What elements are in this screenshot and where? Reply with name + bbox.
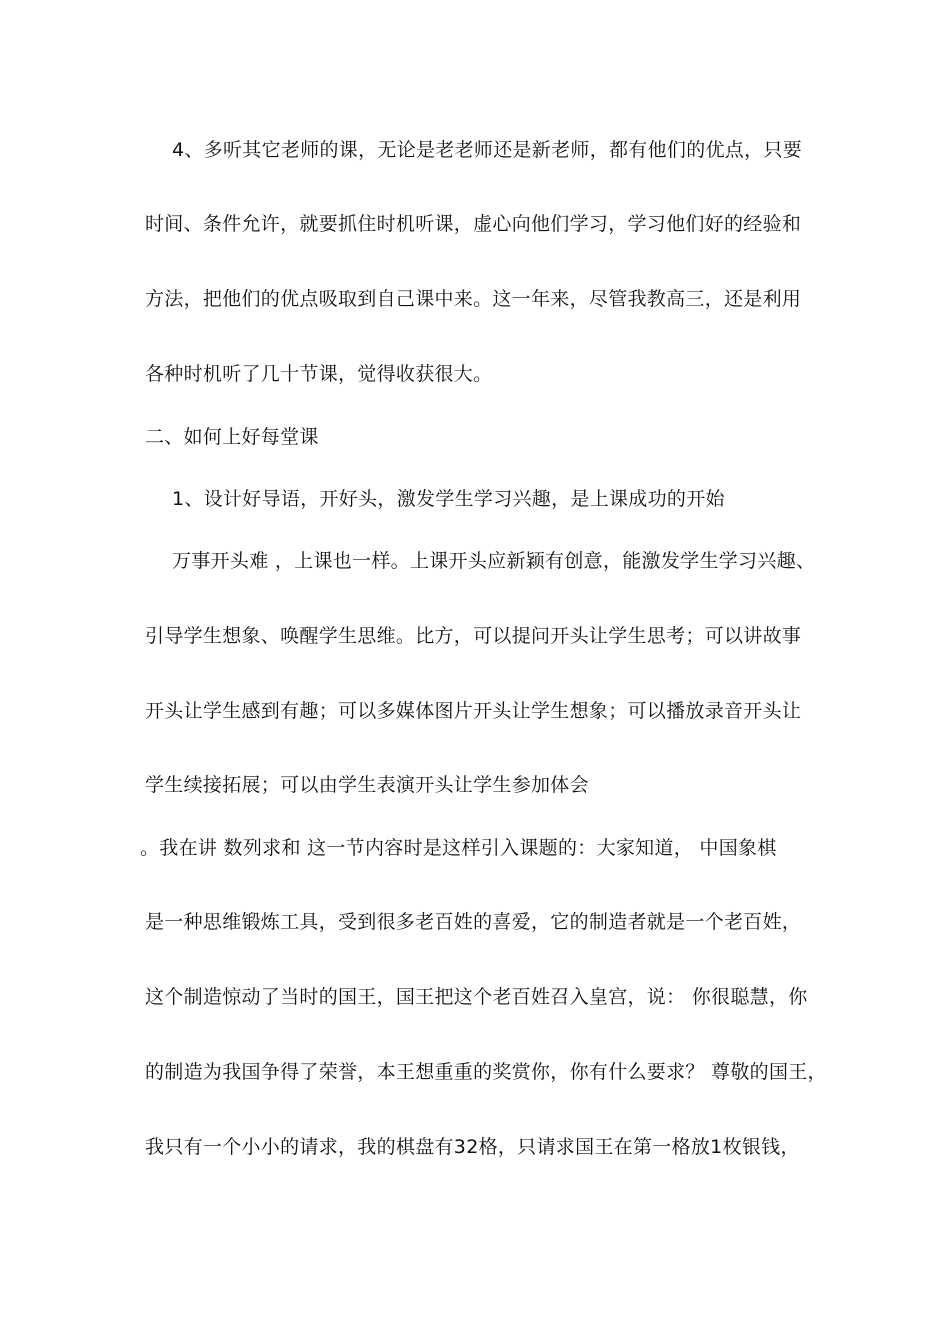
section-heading: 二、如何上好每堂课 xyxy=(145,426,319,448)
paragraph-line: 万事开头难 ，上课也一样。上课开头应新颖有创意，能激发学生学习兴趣、 xyxy=(172,550,816,572)
paragraph-line: 方法，把他们的优点吸取到自己课中来。这一年来，尽管我教高三，还是利用 xyxy=(145,288,802,310)
paragraph-line: 的制造为我国争得了荣誉，本王想重重的奖赏你，你有什么要求？ 尊敬的国王， xyxy=(145,1061,827,1083)
paragraph-line: 4、多听其它老师的课，无论是老老师还是新老师，都有他们的优点，只要 xyxy=(172,139,802,161)
paragraph-line: 这个制造惊动了当时的国王，国王把这个老百姓召入皇宫，说： 你很聪慧，你 xyxy=(145,986,808,1008)
paragraph-line: 开头让学生感到有趣；可以多媒体图片开头让学生想象；可以播放录音开头让 xyxy=(145,700,802,722)
paragraph-line: 引导学生想象、唤醒学生思维。比方，可以提问开头让学生思考；可以讲故事 xyxy=(145,625,802,647)
paragraph-line: 各种时机听了几十节课，觉得收获很大。 xyxy=(145,363,493,385)
paragraph-line: 学生续接拓展；可以由学生表演开头让学生参加体会 xyxy=(145,774,589,796)
paragraph-line: 时间、条件允许，就要抓住时机听课，虚心向他们学习，学习他们好的经验和 xyxy=(145,213,802,235)
paragraph-line: 是一种思维锻炼工具，受到很多老百姓的喜爱，它的制造者就是一个老百姓， xyxy=(145,911,802,933)
paragraph-line: 。我在讲 数列求和 这一节内容时是这样引入课题的：大家知道， 中国象棋 xyxy=(140,837,777,859)
paragraph-line: 我只有一个小小的请求，我的棋盘有32格，只请求国王在第一格放1枚银钱， xyxy=(145,1136,800,1158)
subsection-heading: 1、设计好导语，开好头，激发学生学习兴趣，是上课成功的开始 xyxy=(172,488,725,510)
